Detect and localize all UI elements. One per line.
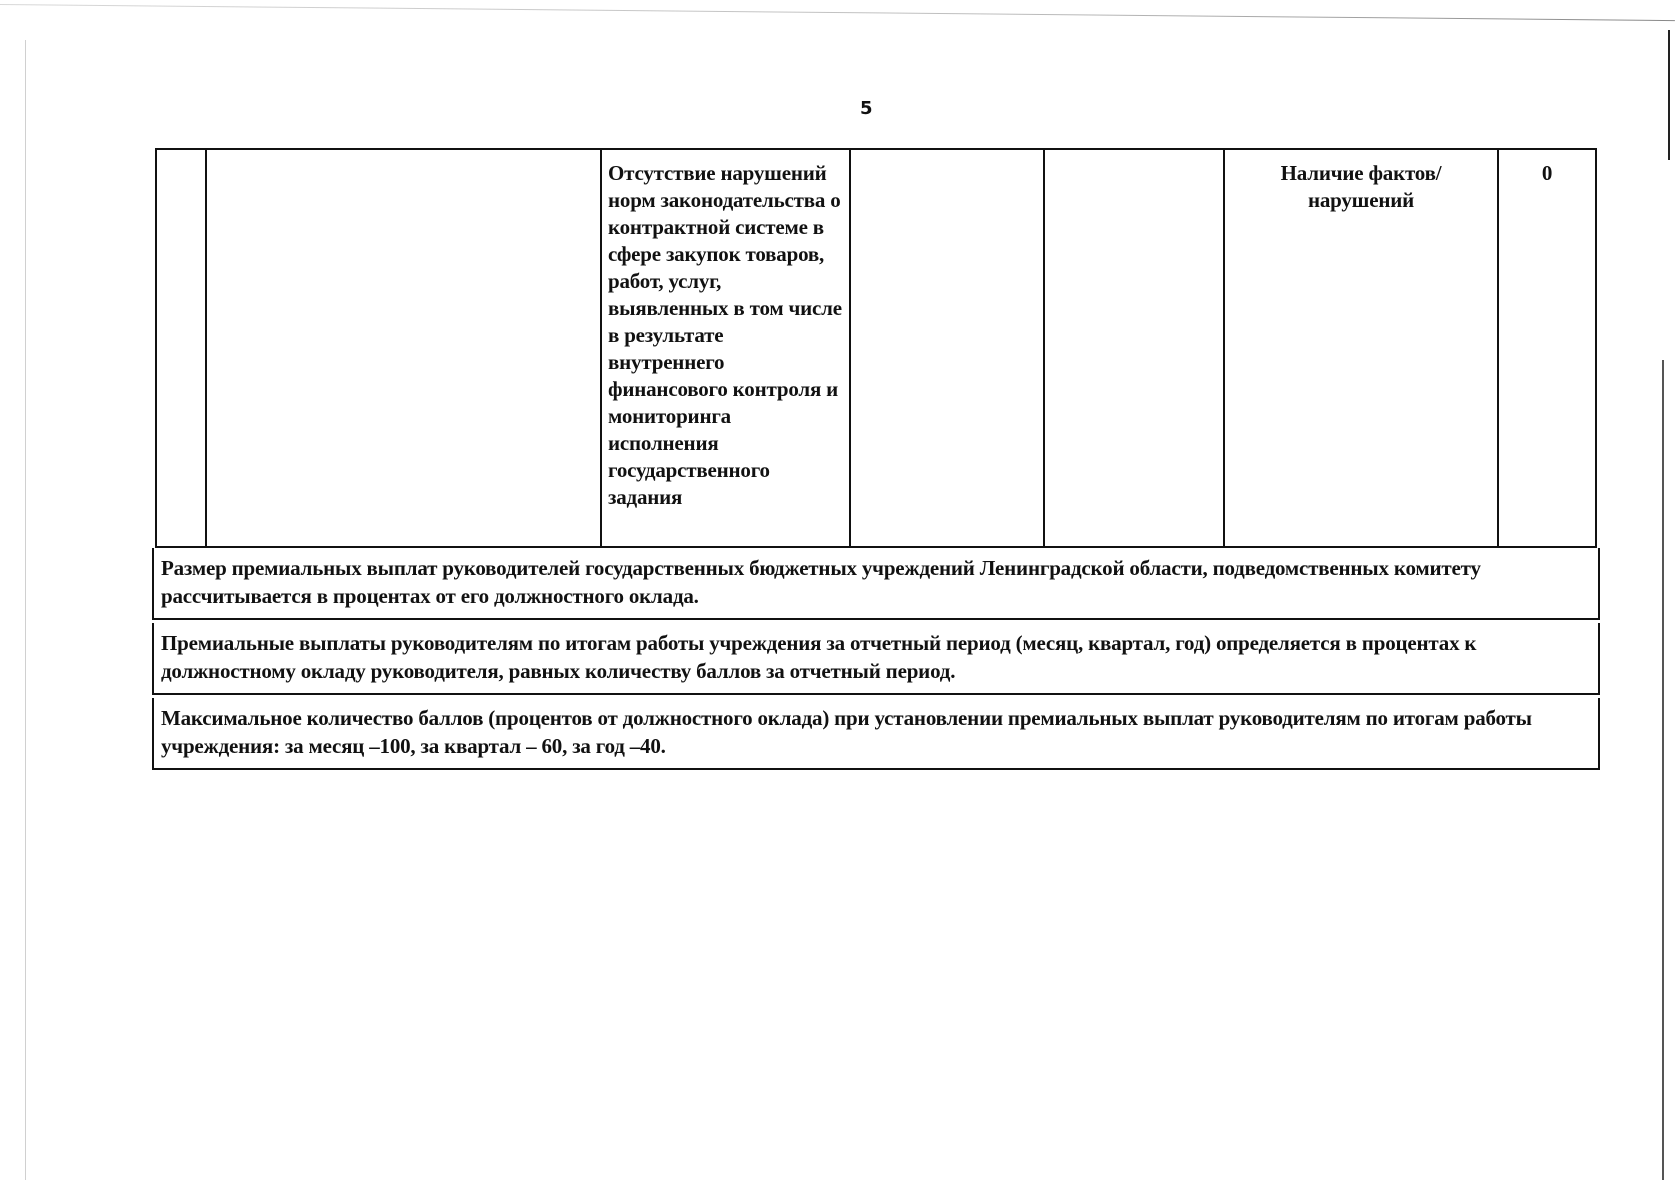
cell-points: 0 xyxy=(1498,149,1596,547)
cell-empty-5 xyxy=(1044,149,1224,547)
cell-indicator-name xyxy=(206,149,601,547)
scan-edge-left xyxy=(25,40,26,1180)
cell-criterion: Отсутствие нарушений норм законодательства о контрактной системе в сфере закупок товаров, работ, услуг, выявленных в том числе в результате внутреннего финансового контроля и мониторинга исполнения государственного задания xyxy=(601,149,850,547)
note-max-points: Максимальное количество баллов (процентов от должностного оклада) при установлении премиальных выплат руководителям по итогам работы учреждения: за месяц –100, за квартал – 60, за год –40. xyxy=(152,698,1600,770)
cell-empty-4 xyxy=(850,149,1044,547)
note-bonus-calculation: Премиальные выплаты руководителям по итогам работы учреждения за отчетный период (месяц, квартал, год) определяется в процентах к должностному окладу руководителя, равных количеству баллов за отчетный период. xyxy=(152,623,1600,695)
page-number: 5 xyxy=(860,98,873,119)
criteria-table xyxy=(155,148,1597,548)
scan-edge-right-top xyxy=(1668,30,1670,160)
scan-edge-top xyxy=(0,4,1675,21)
table-row xyxy=(156,149,1596,547)
cell-evaluation: Наличие фактов/нарушений xyxy=(1224,149,1498,547)
cell-index xyxy=(156,149,206,547)
scan-edge-right xyxy=(1662,360,1664,1180)
note-bonus-size: Размер премиальных выплат руководителей государственных бюджетных учреждений Ленинградской области, подведомственных комитету рассчитывается в процентах от его должностного оклада. xyxy=(152,548,1600,620)
